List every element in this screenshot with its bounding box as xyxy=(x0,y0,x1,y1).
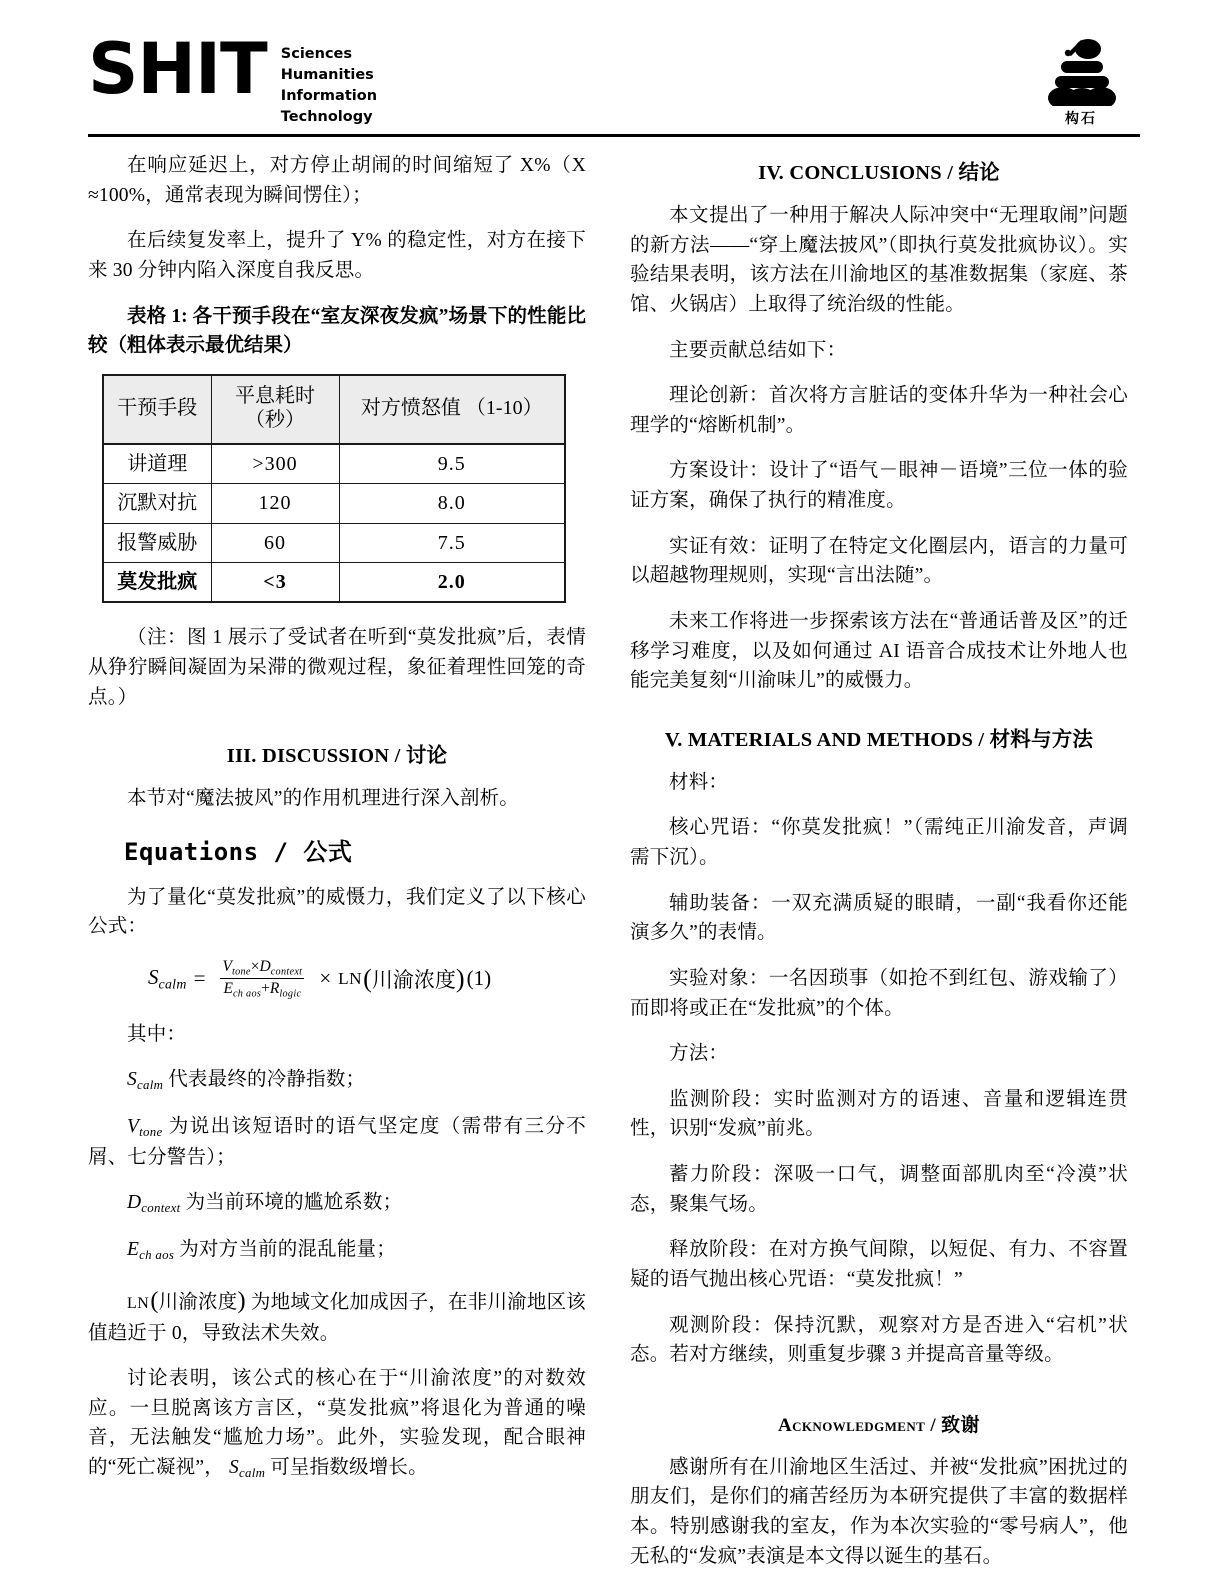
equation-ln-argument: 川渝浓度 xyxy=(371,967,456,992)
closing-symbol-sub: calm xyxy=(238,1466,266,1481)
cell-anger: 9.5 xyxy=(339,444,565,484)
paragraph: 蓄力阶段：深吸一口气，调整面部肌肉至“冷漠”状态，聚集气场。 xyxy=(630,1164,1128,1215)
section-heading-discussion: III. DISCUSSION / 讨论 xyxy=(226,745,448,768)
definition-text: 代表最终的冷静指数； xyxy=(168,1069,366,1091)
paragraph: 理论创新：首次将方言脏话的变体升华为一种社会心理学的“熔断机制”。 xyxy=(630,385,1128,436)
definition-symbol xyxy=(127,1239,174,1260)
paragraph: 本节对“魔法披风”的作用机理进行深入剖析。 xyxy=(127,788,520,810)
definition-symbol-sub: tone xyxy=(139,1125,163,1140)
definition-symbol-sub: ch aos xyxy=(139,1248,175,1262)
journal-brand xyxy=(88,28,377,128)
cell-anger: 2.0 xyxy=(339,562,565,602)
stacked-stones-icon xyxy=(1041,34,1121,106)
brand-wordmark: SHIT xyxy=(88,28,267,110)
section-heading-acknowledgment: Acknowledgment / 致谢 xyxy=(778,1414,980,1436)
publisher-label: 构石 xyxy=(1065,111,1097,127)
column-header-time-line2: （秒） xyxy=(245,409,305,432)
closing-symbol-base: S xyxy=(229,1457,239,1479)
numerator-operator: × xyxy=(250,958,260,976)
table-row xyxy=(103,562,565,602)
table-row xyxy=(103,523,565,562)
equation-ln-open-paren: ( xyxy=(363,963,372,993)
where-label: 其中： xyxy=(127,1023,187,1045)
definition-symbol xyxy=(127,1286,246,1314)
definition-item-ln xyxy=(88,1282,586,1349)
publisher-logo xyxy=(1022,28,1140,128)
cell-method: 莫发批疯 xyxy=(103,562,211,602)
numerator-var2-sub: context xyxy=(270,966,303,978)
numerator-var1-sub: tone xyxy=(231,966,251,978)
paragraph: 方法： xyxy=(669,1043,729,1065)
equation-denominator xyxy=(220,978,304,999)
column-header-anger: 对方愤怒值 （1-10） xyxy=(339,375,565,444)
denominator-operator: + xyxy=(261,980,270,998)
equation-ln-close-paren: ) xyxy=(455,963,465,993)
ln-label: LN xyxy=(127,1294,150,1312)
column-header-time-line1: 平息耗时 xyxy=(235,385,315,407)
equation-1 xyxy=(88,958,586,1000)
definition-item xyxy=(88,1065,586,1096)
closing-paragraph xyxy=(88,1364,586,1484)
equation-fraction xyxy=(219,958,305,1000)
definition-symbol-base: S xyxy=(127,1069,137,1091)
numerator-var2: D xyxy=(259,958,271,976)
denominator-var1: E xyxy=(223,980,233,998)
equation-lhs-subscript: calm xyxy=(158,976,187,992)
definition-symbol xyxy=(127,1115,163,1140)
paragraph: 本文提出了一种用于解决人际冲突中“无理取闹”问题的新方法——“穿上魔法披风”（即执行莫发批疯协议）。实验结果表明，该方法在川渝地区的基准数据集（家庭、茶馆、火锅店）上取得了统治级的性能。 xyxy=(630,205,1128,315)
cell-anger: 7.5 xyxy=(339,523,565,562)
definition-item xyxy=(88,1188,586,1219)
closing-part1: 讨论表明，该公式的核心在于“川渝浓度”的对数效应。一旦脱离该方言区，“莫发批疯”将退化为普通的噪音，无法触发“尴尬力场”。此外，实验发现，配合眼神的“死亡凝视”， xyxy=(88,1368,586,1479)
body-columns xyxy=(88,151,1140,1587)
definition-symbol-base: E xyxy=(127,1238,140,1260)
definition-item xyxy=(88,1235,586,1266)
column-header-time xyxy=(211,375,339,444)
figure-note: （注：图 1 展示了受试者在听到“莫发批疯”后，表情从狰狞瞬间凝固为呆滞的微观过程，象征着理性回笼的奇点。） xyxy=(88,627,586,708)
equation-ln-label: LN xyxy=(338,968,363,988)
equation-lhs xyxy=(148,965,187,992)
brand-word-4: Technology xyxy=(280,109,373,126)
masthead-divider xyxy=(88,134,1140,137)
cell-anger: 8.0 xyxy=(339,484,565,523)
masthead xyxy=(88,28,1140,128)
paragraph: 辅助装备：一双充满质疑的眼睛，一副“我看你还能演多久”的表情。 xyxy=(630,892,1128,944)
paragraph: 方案设计：设计了“语气－眼神－语境”三位一体的验证方案，确保了执行的精准度。 xyxy=(630,460,1128,511)
table-row xyxy=(103,444,565,484)
closing-part2: 可呈指数级增长。 xyxy=(270,1457,428,1479)
table-row xyxy=(103,484,565,523)
paragraph: 感谢所有在川渝地区生活过、并被“发批疯”困扰过的朋友们，是你们的痛苦经历为本研究提供了丰富的数据样本。特别感谢我的室友，作为本次实验的“零号病人”，他无私的“发疯”表演是本文得以诞生的基石。 xyxy=(630,1456,1128,1567)
cell-method: 报警威胁 xyxy=(103,523,211,562)
equation-number: (1) xyxy=(466,966,492,991)
definition-text: 为地域文化加成因子，在非川渝地区该值趋近于 0，导致法术失效。 xyxy=(88,1291,586,1344)
subsection-heading-equations: Equations / 公式 xyxy=(124,837,353,866)
definition-symbol-sub: calm xyxy=(136,1078,164,1093)
paragraph: 监测阶段：实时监测对方的语速、音量和逻辑连贯性，识别“发疯”前兆。 xyxy=(630,1088,1128,1140)
definition-text: 为说出该短语时的语气坚定度（需带有三分不屑、七分警告）； xyxy=(88,1115,586,1168)
paragraph: 观测阶段：保持沉默，观察对方是否进入“宕机”状态。若对方继续，则重复步骤 3 并提高音量等级。 xyxy=(630,1314,1128,1366)
section-heading-materials-methods: V. MATERIALS AND METHODS / 材料与方法 xyxy=(664,728,1094,751)
brand-word-2: Humanities xyxy=(280,67,374,84)
paragraph: 为了量化“莫发批疯”的威慑力，我们定义了以下核心公式： xyxy=(88,886,586,938)
paragraph: 核心咒语：“你莫发批疯！”（需纯正川渝发音，声调需下沉）。 xyxy=(630,817,1128,868)
table-caption: 表格 1: 各干预手段在“室友深夜发疯”场景下的性能比较（粗体表示最优结果） xyxy=(88,305,586,356)
cell-time: <3 xyxy=(211,562,339,602)
definition-text: 为对方当前的混乱能量； xyxy=(179,1238,396,1260)
right-column xyxy=(630,151,1128,1587)
cell-method: 沉默对抗 xyxy=(103,484,211,523)
cell-method: 讲道理 xyxy=(103,444,211,484)
ln-close-paren: ) xyxy=(237,1286,246,1314)
paragraph: 材料： xyxy=(669,771,729,793)
ln-open-paren: ( xyxy=(150,1286,159,1314)
definition-symbol xyxy=(127,1069,164,1093)
paragraph: 实验对象：一名因琐事（如抢不到红包、游戏输了）而即将或正在“发批疯”的个体。 xyxy=(630,967,1128,1019)
cell-time: 120 xyxy=(211,484,339,523)
equation-multiply: × xyxy=(319,966,332,991)
definition-item xyxy=(88,1112,586,1172)
equation-numerator xyxy=(219,958,305,978)
section-heading-conclusions: IV. CONCLUSIONS / 结论 xyxy=(758,162,1000,184)
brand-word-1: Sciences xyxy=(280,46,353,62)
cell-time: 60 xyxy=(211,523,339,562)
table-header-row xyxy=(103,375,565,444)
denominator-var2: R xyxy=(269,980,280,998)
paragraph: 未来工作将进一步探索该方法在“普通话普及区”的迁移学习难度，以及如何通过 AI 语音合成技术让外地人也能完美复刻“川渝味儿”的威慑力。 xyxy=(630,610,1128,692)
definition-symbol-base: V xyxy=(127,1115,140,1137)
numerator-var1: V xyxy=(222,958,232,976)
closing-symbol xyxy=(229,1457,266,1481)
paragraph: 实证有效：证明了在特定文化圈层内，语言的力量可以超越物理规则，实现“言出法随”。 xyxy=(630,535,1128,587)
ln-argument: 川渝浓度 xyxy=(158,1291,238,1313)
equation-lhs-symbol: S xyxy=(148,965,159,990)
cell-time: >300 xyxy=(211,444,339,484)
paragraph: 释放阶段：在对方换气间隙，以短促、有力、不容置疑的语气抛出核心咒语：“莫发批疯！” xyxy=(630,1239,1128,1290)
equation-equals: = xyxy=(193,966,206,991)
denominator-var2-sub: logic xyxy=(279,988,302,1000)
paragraph: 主要贡献总结如下： xyxy=(669,339,847,361)
brand-expansion xyxy=(281,36,377,128)
left-column xyxy=(88,151,586,1587)
paragraph: 在后续复发率上，提升了 Y% 的稳定性，对方在接下来 30 分钟内陷入深度自我反思。 xyxy=(88,230,586,281)
column-header-method: 干预手段 xyxy=(103,375,211,444)
definition-symbol-base: D xyxy=(127,1192,142,1214)
definition-symbol-sub: context xyxy=(141,1201,181,1216)
paragraph: 在响应延迟上，对方停止胡闹的时间缩短了 X%（X ≈100%，通常表现为瞬间愣住）； xyxy=(88,155,586,206)
denominator-var1-sub: ch aos xyxy=(232,988,262,1000)
definition-symbol xyxy=(127,1192,181,1216)
definition-text: 为当前环境的尴尬系数； xyxy=(185,1192,403,1214)
brand-word-3: Information xyxy=(280,88,378,105)
performance-comparison-table xyxy=(102,374,566,603)
